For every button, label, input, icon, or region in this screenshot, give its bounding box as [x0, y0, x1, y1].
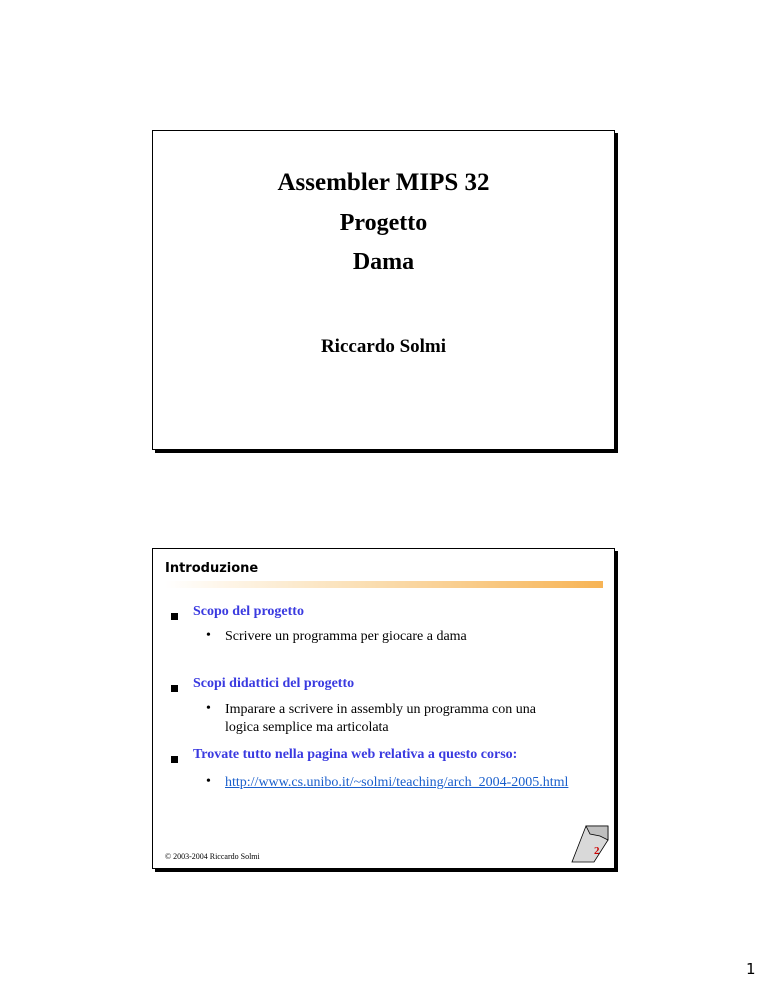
dot-bullet-icon: •	[206, 774, 211, 789]
copyright: © 2003-2004 Riccardo Solmi	[165, 852, 260, 861]
slide-author: Riccardo Solmi	[320, 336, 447, 357]
slide-number: 2	[594, 845, 600, 857]
document-page-number: 1	[746, 960, 756, 978]
heading-gradient-bar	[165, 581, 603, 588]
bullet-item-web: Trovate tutto nella pagina web relativa a questo corso:	[193, 747, 518, 762]
sub-item-text: Scrivere un programma per giocare a dama	[225, 629, 467, 644]
bullet-item-didactic: Scopi didattici del progetto	[193, 676, 355, 691]
slide-heading: Introduzione	[165, 561, 259, 576]
dot-bullet-icon: •	[206, 701, 211, 716]
sub-item-line-1: Imparare a scrivere in assembly un programma con una	[225, 702, 536, 717]
dot-bullet-icon: •	[206, 628, 211, 643]
page-curl-icon	[570, 824, 610, 864]
slide-2	[152, 548, 615, 869]
slide-subtitle-project: Progetto	[339, 210, 428, 236]
sub-item-link-wrap	[225, 774, 568, 792]
square-bullet-icon	[171, 754, 178, 766]
slide-subtitle-dama: Dama	[352, 249, 415, 275]
sub-item-line-2: logica semplice ma articolata	[225, 720, 389, 735]
square-bullet-icon	[171, 611, 178, 623]
sub-item-text	[225, 701, 536, 737]
square-bullet-icon	[171, 683, 178, 695]
course-web-link[interactable]: http://www.cs.unibo.it/~solmi/teaching/arch_2004-2005.html	[225, 775, 569, 790]
slide-1	[152, 130, 615, 450]
bullet-item-scope: Scopo del progetto	[193, 604, 304, 619]
slide-title: Assembler MIPS 32	[277, 169, 490, 196]
